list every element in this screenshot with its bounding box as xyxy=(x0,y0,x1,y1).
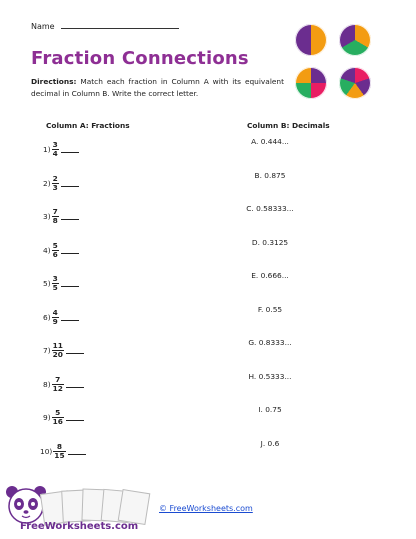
fraction xyxy=(52,376,64,393)
fraction-circle-halves-icon xyxy=(295,24,327,56)
numerator: 3 xyxy=(52,274,58,283)
item-number: 10) xyxy=(40,446,53,456)
numerator: 5 xyxy=(52,240,58,250)
numerator: 5 xyxy=(55,408,61,417)
answer-blank[interactable] xyxy=(66,387,84,388)
decimal-option: C. 0.58333... xyxy=(246,204,294,213)
decimal-option: B. 0.875 xyxy=(254,170,286,180)
copyright-link[interactable]: © FreeWorksheets.com xyxy=(159,504,253,513)
denominator: 20 xyxy=(52,350,63,359)
denominator: 5 xyxy=(52,283,58,292)
freeworksheets-logo xyxy=(4,484,154,536)
decimal-option: E. 0.666... xyxy=(251,271,289,280)
answer-blank[interactable] xyxy=(68,454,86,455)
item-number: 6) xyxy=(43,312,51,322)
item-number: 3) xyxy=(43,212,51,221)
directions-label: Directions: xyxy=(31,77,77,86)
decimal-option: F. 0.55 xyxy=(257,304,283,314)
numerator: 8 xyxy=(56,441,63,451)
item-number: 4) xyxy=(43,245,51,255)
numerator: 7 xyxy=(52,207,58,216)
fraction xyxy=(52,141,59,158)
fraction xyxy=(52,175,59,192)
decimal-option: J. 0.6 xyxy=(260,438,280,448)
answer-blank[interactable] xyxy=(61,152,79,153)
answer-blank[interactable] xyxy=(61,186,79,187)
fraction xyxy=(52,208,59,225)
fraction xyxy=(52,275,59,292)
fraction xyxy=(52,242,59,259)
denominator: 3 xyxy=(52,182,58,192)
item-number: 7) xyxy=(43,346,51,355)
decimal-option: D. 0.3125 xyxy=(251,237,289,247)
fraction xyxy=(53,443,65,460)
page-title: Fraction Connections xyxy=(31,48,249,69)
answer-blank[interactable] xyxy=(61,320,79,321)
answer-blank[interactable] xyxy=(61,219,79,220)
numerator: 11 xyxy=(52,341,63,350)
fraction xyxy=(52,409,64,426)
answer-blank[interactable] xyxy=(61,286,79,287)
fraction xyxy=(52,342,64,359)
item-number: 1) xyxy=(43,145,51,154)
item-number: 2) xyxy=(43,178,51,188)
directions-text: Match each fraction in Column A with its equivalent decimal in Column B. Write the correct letter. xyxy=(31,77,284,98)
fraction-item xyxy=(43,175,79,192)
fraction-item xyxy=(43,376,84,393)
decimal-option: G. 0.8333... xyxy=(248,338,292,347)
decimal-option: I. 0.75 xyxy=(258,405,282,414)
numerator: 3 xyxy=(52,140,58,149)
item-number: 5) xyxy=(43,279,51,288)
decimal-option: H. 0.5333... xyxy=(248,371,292,381)
name-field-row xyxy=(31,22,179,31)
name-blank-line[interactable] xyxy=(61,22,179,29)
fraction-item xyxy=(40,443,86,460)
answer-blank[interactable] xyxy=(61,253,79,254)
denominator: 4 xyxy=(52,149,58,158)
answer-blank[interactable] xyxy=(66,420,84,421)
fraction-circle-quarters-icon xyxy=(295,67,327,99)
fraction-item xyxy=(43,342,84,359)
fraction-circle-thirds-icon xyxy=(339,24,371,56)
numerator: 4 xyxy=(52,307,58,317)
fraction-item xyxy=(43,275,79,292)
fraction-item xyxy=(43,208,79,225)
worksheet-stack-graphic xyxy=(42,488,147,520)
answer-blank[interactable] xyxy=(66,353,84,354)
denominator: 6 xyxy=(52,249,58,259)
fraction-item xyxy=(43,309,79,326)
column-a-heading: Column A: Fractions xyxy=(46,121,130,130)
directions xyxy=(31,76,284,100)
fraction-item xyxy=(43,242,79,259)
numerator: 7 xyxy=(55,374,61,384)
fraction-circles-decoration xyxy=(295,24,375,104)
item-number: 8) xyxy=(43,379,51,389)
fraction-circle-fifths-icon xyxy=(339,67,371,99)
item-number: 9) xyxy=(43,413,51,422)
fraction xyxy=(52,309,59,326)
denominator: 12 xyxy=(52,383,63,393)
denominator: 9 xyxy=(52,316,58,326)
denominator: 8 xyxy=(52,216,58,225)
fraction-item xyxy=(43,141,79,158)
fraction-item xyxy=(43,409,84,426)
decimal-option: A. 0.444... xyxy=(251,137,289,146)
denominator: 16 xyxy=(52,417,63,426)
numerator: 2 xyxy=(52,173,58,183)
name-label: Name xyxy=(31,22,55,31)
denominator: 15 xyxy=(54,450,65,460)
brand-wordmark: FreeWorksheets.com xyxy=(20,521,139,532)
column-b-heading: Column B: Decimals xyxy=(247,121,330,130)
